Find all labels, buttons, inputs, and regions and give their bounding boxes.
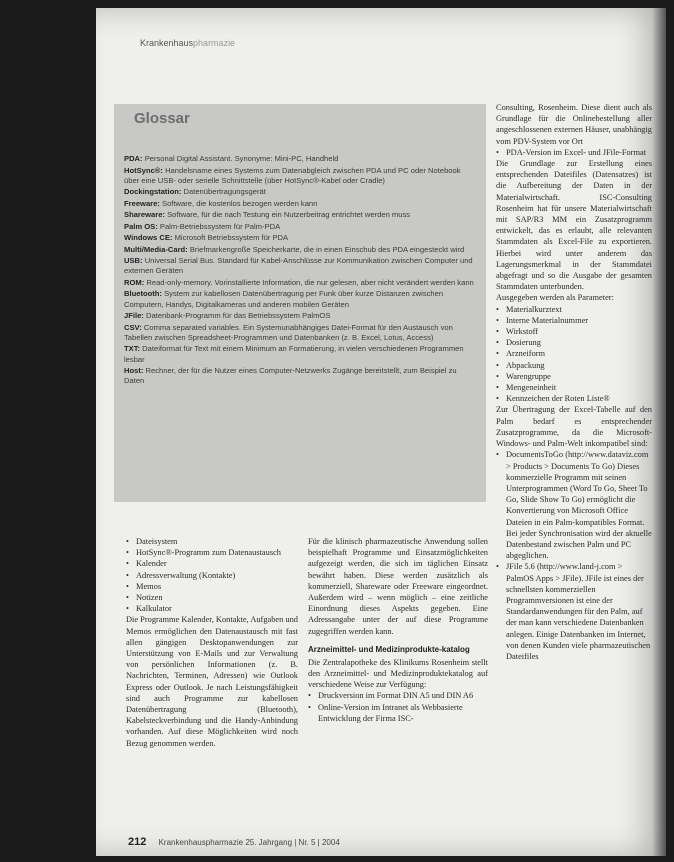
bullet-icon: •: [496, 371, 499, 381]
glossary-term: PDA:: [124, 154, 143, 163]
glossary-entry: [124, 344, 476, 364]
program-list: [496, 449, 652, 662]
list-item-text: Kennzeichen der Roten Liste®: [506, 394, 610, 404]
list-item: [496, 147, 652, 158]
column-middle: [308, 536, 488, 724]
page-binding-shadow: [652, 8, 666, 856]
list-item-text: Druckversion im Format DIN A5 und DIN A6: [318, 691, 474, 701]
mid-paragraph: Für die klinisch pharmazeutische Anwendung sollen beispielhaft Programme und Einsatzmöglichkeiten aufgezeigt werden, die sich im täglichen Einsatz bewährt haben. Diese werden zusätzlich als kommerziell, Shareware oder Freeware eingeordnet. Außerdem wird – wenn möglich – eine zeitliche Einordnung dieses Aspekts gegeben. Eine Adressangabe unter der auf diese Programme zugegriffen werden kann.: [308, 537, 488, 636]
list-item: [496, 348, 652, 359]
right-paragraph-2: Ausgegeben werden als Parameter:: [496, 293, 614, 303]
list-item-text: Memos: [136, 581, 162, 591]
bullet-icon: •: [308, 691, 311, 701]
bullet-icon: •: [126, 581, 129, 591]
left-bullet-list: [126, 536, 298, 614]
glossary-entry: [124, 311, 476, 321]
glossary-definition: Personal Digital Assistant. Synonyme: Mini-PC, Handheld: [144, 154, 339, 163]
glossary-entry: [124, 166, 476, 186]
bullet-icon: •: [496, 304, 499, 314]
bullet-icon: •: [496, 349, 499, 359]
right-paragraph-3: Zur Übertragung der Excel-Tabelle auf den Palm bedarf es entsprechender Zusatzprogramme, da die Microsoft-Windows- und Palm-Welt inkompatibel sind:: [496, 405, 652, 449]
list-item: [126, 570, 298, 581]
glossary-definition: Dateiformat für Text mit einem Minimum an Formatierung, in vielen verschiedenen Programmen lesbar: [124, 344, 464, 364]
list-item: [308, 690, 488, 701]
glossary-term: JFile:: [124, 311, 144, 321]
glossary-term: Dockingstation:: [124, 187, 182, 197]
left-paragraph: Die Programme Kalender, Kontakte, Aufgaben und Memos ermöglichen den Datenaustausch mit fast allen gängigen Desktopanwendungen zur Unterstützung von E-Mails und zur Verwaltung von persönlichen Informationen (z. B. Nachrichten, Terminen, Adressen) wie Outlook Express oder Outlook. Je nach Leistungsfähigkeit sind auch Programme zur kabellosen Datenübertragung (Bluetooth), Kabelsteckverbindung und die Handy-Anbindung vorhanden. Auf diese Möglichkeiten wird noch Bezug genommen werden.: [126, 615, 298, 748]
document-page: [96, 8, 666, 856]
column-right: [496, 102, 652, 662]
glossary-entries: [124, 154, 476, 388]
glossary-definition: Palm-Betriebssystem für Palm-PDA: [159, 221, 281, 231]
glossary-term: HotSync®:: [124, 165, 163, 175]
list-item-text: PDA-Version im Excel- und JFile-Format: [506, 147, 647, 157]
glossary-definition: Software, die kostenlos bezogen werden kann: [162, 198, 318, 208]
mid-bullet-list: [308, 690, 488, 724]
glossary-entry: [124, 323, 476, 343]
running-head-strong: Krankenhaus: [140, 38, 194, 48]
bullet-icon: •: [496, 383, 499, 393]
bullet-icon: •: [496, 562, 499, 572]
list-item: [496, 393, 652, 404]
glossary-entry: [124, 233, 476, 243]
list-item: [496, 561, 652, 662]
list-item-text: Dosierung: [506, 338, 541, 348]
journal-name: Krankenhauspharmazie: [158, 838, 244, 847]
mid-heading: Arzneimittel- und Medizinprodukte-katalog: [308, 644, 470, 654]
glossary-definition: Read-only-memory. Vorinstallierte Information, die nur gelesen, aber nicht verändert werden kann: [146, 277, 474, 287]
list-item: [496, 360, 652, 371]
list-item-text: Kalkulator: [136, 604, 172, 614]
glossary-entry: [124, 210, 476, 220]
running-head: [140, 38, 235, 48]
list-item: [126, 592, 298, 603]
list-item: [308, 702, 488, 724]
glossary-definition: Datenübertragungsgerät: [183, 187, 266, 197]
list-item: [126, 558, 298, 569]
list-item-text: Dateisystem: [136, 537, 178, 546]
glossary-term: CSV:: [124, 322, 142, 332]
list-item-text: Warengruppe: [506, 371, 551, 381]
bullet-icon: •: [496, 360, 499, 370]
bullet-icon: •: [496, 394, 499, 404]
list-item-text: Mengeneinheit: [506, 383, 557, 393]
bullet-icon: •: [126, 537, 129, 546]
list-item: [126, 581, 298, 592]
glossary-entry: [124, 289, 476, 309]
glossary-definition: Datenbank-Programm für das Betriebssystem PalmOS: [145, 311, 331, 321]
journal-issue: 25. Jahrgang | Nr. 5 | 2004: [245, 838, 340, 847]
glossary-entry: [124, 222, 476, 232]
list-item: [496, 315, 652, 326]
right-intro: Consulting, Rosenheim. Diese dient auch als Grundlage für die Onlinebestellung aller angeschlossenen externen Häuser, unabhängig vom PDV-System vor Ort: [496, 103, 652, 146]
list-item: [496, 304, 652, 315]
glossary-term: Windows CE:: [124, 233, 173, 243]
glossary-definition: Comma separated variables. Ein Systemunabhängiges Datei-Format für den Austausch von Tabellen zwischen Spreadsheet-Programmen und Datenbanken (z. B. Excel, Lotus, Access): [124, 322, 453, 342]
list-item-text: Online-Version im Intranet als Webbasierte Entwicklung der Firma ISC-: [318, 702, 463, 723]
list-item-text: Kalender: [136, 559, 167, 569]
bullet-icon: •: [126, 593, 129, 603]
glossary-entry: [124, 245, 476, 255]
list-item-text: Materialkurztext: [506, 304, 562, 314]
list-item-text: Wirkstoff: [506, 327, 539, 337]
right-paragraph-1: Die Grundlage zur Erstellung eines entsprechenden Dateifiles (Datensatzes) ist die Aufbereitung der Daten in der Materialwirtschaft. ISC-Consulting Rosenheim hat für unsere Materialwirtschaft mit SAP/R3 MM ein Zusatzprogramm entwickelt, das es erlaubt, alle relevanten Stammdaten als Excel-File zu exportieren. Hierbei wird unter anderem das Lagerungsmerkmal in der Stammdatei abgefragt und so die Ausgabe der gesamten Stammdaten unterbunden.: [496, 159, 652, 292]
column-left: [126, 536, 298, 749]
list-item-text: HotSync®-Programm zum Datenaustausch: [136, 548, 281, 558]
glossary-entry: [124, 256, 476, 276]
list-item-text: Adressverwaltung (Kontakte): [136, 570, 236, 580]
bullet-icon: •: [308, 702, 311, 712]
glossary-definition: System zur kabellosen Datenübertragung per Funk über kurze Distanzen zwischen Computern, Handys, Digitalkameras und anderen mobilen Geräten: [124, 289, 444, 309]
page-number: 212: [128, 836, 147, 848]
glossary-entry: [124, 199, 476, 209]
glossary-term: Multi/Media-Card:: [124, 244, 188, 254]
list-item: [126, 547, 298, 558]
glossary-term: Bluetooth:: [124, 289, 162, 299]
list-item: [496, 326, 652, 337]
parameter-list: [496, 304, 652, 405]
bullet-icon: •: [496, 147, 499, 157]
list-item: [496, 337, 652, 348]
list-item-text: Notizen: [136, 593, 163, 603]
list-item: [496, 382, 652, 393]
bullet-icon: •: [496, 327, 499, 337]
bullet-icon: •: [496, 338, 499, 348]
glossary-term: Freeware:: [124, 198, 160, 208]
list-item-text: Arzneiform: [506, 349, 546, 359]
bullet-icon: •: [126, 604, 129, 614]
glossary-entry: [124, 154, 476, 164]
glossary-definition: Rechner, der für die Nutzer eines Computer-Netzwerks Zugänge bereitstellt, zum Beispiel zu Daten: [124, 366, 457, 386]
glossary-definition: Briefmarkengroße Speicherkarte, die in einen Einschub des PDA eingesteckt wird: [189, 244, 465, 254]
list-item: [496, 449, 652, 561]
glossary-box: [114, 104, 486, 502]
list-item: [126, 603, 298, 614]
glossary-entry: [124, 278, 476, 288]
running-head-light: pharmazie: [193, 38, 236, 48]
glossary-definition: Software, für die nach Testung ein Nutzerbeitrag entrichtet werden muss: [167, 210, 411, 220]
bullet-icon: •: [496, 450, 499, 460]
list-item: [496, 371, 652, 382]
bullet-icon: •: [496, 315, 499, 325]
glossary-definition: Microsoft Betriebssystem für PDA: [174, 233, 289, 243]
glossary-term: TXT:: [124, 344, 141, 354]
mid-paragraph-2: Die Zentralapotheke des Klinikums Rosenheim stellt den Arzneimittel- und Medizinproduktekatalog auf verschiedene Weise zur Verfügung:: [308, 657, 488, 690]
glossary-term: Palm OS:: [124, 221, 158, 231]
page-footer: [128, 836, 340, 848]
glossary-entry: [124, 366, 476, 386]
bullet-icon: •: [126, 570, 129, 580]
glossary-title: Glossar: [134, 110, 190, 127]
bullet-icon: •: [126, 548, 129, 558]
right-bullet-1-list: [496, 147, 652, 158]
bullet-icon: •: [126, 559, 129, 569]
list-item-text: Interne Materialnummer: [506, 315, 589, 325]
list-item-text: DocumentsToGo (http://www.dataviz.com > Products > Documents To Go) Dieses kommerzielle Programm mit seinen Unterprogrammen (Word To Go, Sheet To Go, Slide Show To Go) ermöglicht die Konvertierung von Microsoft Office Dateien in ein Palm-kompatibles Format. Bei jeder Synchronisation wird der aktuelle Datenbestand zwischen Palm und PC abgeglichen.: [506, 450, 652, 561]
glossary-term: ROM:: [124, 277, 145, 287]
glossary-entry: [124, 187, 476, 197]
glossary-term: Host:: [124, 366, 144, 376]
glossary-term: USB:: [124, 256, 143, 266]
glossary-definition: Universal Serial Bus. Standard für Kabel-Anschlüsse zur Kommunikation zwischen Computer und externen Geräten: [124, 256, 473, 276]
list-item-text: Abpackung: [506, 360, 545, 370]
list-item: [126, 536, 298, 547]
list-item-text: JFile 5.6 (http://www.land-j.com > PalmOS Apps > JFile). JFile ist eines der schnellsten kommerziellen Programmversionen ist eine der Standardanwendungen für den Palm, auf der man kann verschiedene Datenbanken anlegen. Einige Datenbanken im Internet, von denen Kunden viele pharmazeutischen Dateifiles: [506, 562, 651, 661]
glossary-definition: Handelsname eines Systems zum Datenabgleich zwischen PDA und PC oder Notebook über eine USB- oder serielle Schnittstelle (über HotSync®-Kabel oder Cradle): [124, 165, 461, 185]
glossary-term: Shareware:: [124, 210, 165, 220]
